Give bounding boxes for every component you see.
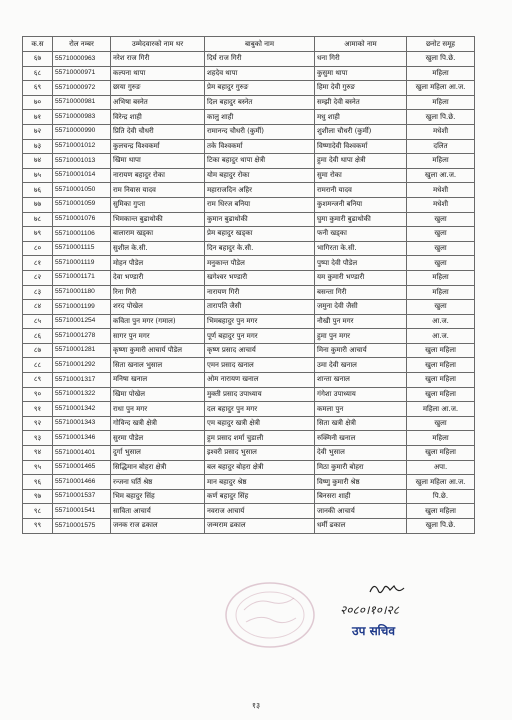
table-row: [23, 489, 475, 504]
row-selection-group: खुला: [407, 227, 475, 242]
row-serial: ९१: [23, 402, 53, 417]
row-serial: ८०: [23, 241, 53, 256]
row-selection-group: खुला महिला: [407, 387, 475, 402]
row-mother-name: रुक्मिनी खनाल: [315, 431, 407, 446]
signatory-designation: उप सचिव: [352, 624, 396, 638]
row-selection-group: खुला आ.ज.: [407, 168, 475, 183]
row-serial: ८२: [23, 270, 53, 285]
table-row: [23, 416, 475, 431]
header-mother-name: आमाको नाम: [315, 37, 407, 52]
row-serial: ८७: [23, 343, 53, 358]
table-row: [23, 66, 475, 81]
row-selection-group: खुला महिला: [407, 343, 475, 358]
row-candidate-name: सुशील के.सी.: [111, 241, 205, 256]
table-row: [23, 212, 475, 227]
row-candidate-name: राधा पुन मगर: [111, 402, 205, 417]
row-father-name: भिमबहादुर पुन मगर: [205, 314, 315, 329]
row-serial: ९४: [23, 446, 53, 461]
row-selection-group: खुला: [407, 256, 475, 271]
row-father-name: हुम प्रसाद शर्मा चुडाली: [205, 431, 315, 446]
row-selection-group: महिला: [407, 270, 475, 285]
row-father-name: तके विश्वकर्मा: [205, 139, 315, 154]
row-selection-group: मधेशी: [407, 197, 475, 212]
row-roll-number: 55710001342: [53, 402, 111, 417]
row-roll-number: 55710001401: [53, 446, 111, 461]
row-serial: ६९: [23, 81, 53, 96]
row-mother-name: फनी खड्का: [315, 227, 407, 242]
row-mother-name: रामरानी यादव: [315, 183, 407, 198]
row-serial: ७४: [23, 154, 53, 169]
row-selection-group: दलित: [407, 139, 475, 154]
row-selection-group: खुला महिला: [407, 373, 475, 388]
table-row: [23, 504, 475, 519]
row-candidate-name: अभिषा बस्नेत: [111, 95, 205, 110]
row-candidate-name: कुलचन्द्र विश्वकर्मा: [111, 139, 205, 154]
row-serial: ९७: [23, 489, 53, 504]
row-serial: ६८: [23, 66, 53, 81]
row-mother-name: गंगेशा उपाध्याय: [315, 387, 407, 402]
row-roll-number: 55710001119: [53, 256, 111, 271]
row-father-name: इश्वरी प्रसाद भुसाल: [205, 446, 315, 461]
row-roll-number: 55710001014: [53, 168, 111, 183]
row-selection-group: खुला: [407, 416, 475, 431]
row-selection-group: महिला: [407, 154, 475, 169]
row-mother-name: सुमा रोका: [315, 168, 407, 183]
row-selection-group: खुला पि.छे.: [407, 110, 475, 125]
row-roll-number: 55710001537: [53, 489, 111, 504]
row-mother-name: उमा देवी खनाल: [315, 358, 407, 373]
row-roll-number: 55710001343: [53, 416, 111, 431]
row-candidate-name: खिमा थापा: [111, 154, 205, 169]
signature-date: २०८०।१०।२८: [340, 603, 400, 617]
row-mother-name: घुमा कुमारी बुढाथोकी: [315, 212, 407, 227]
row-mother-name: कुसुमा थापा: [315, 66, 407, 81]
header-father-name: बाबुको नाम: [205, 37, 315, 52]
row-mother-name: बिनसरा शाही: [315, 489, 407, 504]
table-row: [23, 256, 475, 271]
row-serial: ८९: [23, 373, 53, 388]
row-roll-number: 55710001254: [53, 314, 111, 329]
row-mother-name: शान्ता खनाल: [315, 373, 407, 388]
row-roll-number: 55710001059: [53, 197, 111, 212]
row-roll-number: 55710001076: [53, 212, 111, 227]
row-roll-number: 55710001322: [53, 387, 111, 402]
table-row: [23, 183, 475, 198]
page-number: १३: [251, 701, 261, 710]
row-selection-group: महिला: [407, 66, 475, 81]
row-father-name: महाराजदिन अहिर: [205, 183, 315, 198]
row-mother-name: मिठा कुमारी बोहरा: [315, 460, 407, 475]
row-candidate-name: मनिषा खनाल: [111, 373, 205, 388]
row-candidate-name: कल्पना थापा: [111, 66, 205, 81]
row-mother-name: विष्णु कुमारी श्रेष्ठ: [315, 475, 407, 490]
table-row: [23, 387, 475, 402]
row-serial: ९५: [23, 460, 53, 475]
table-row: [23, 139, 475, 154]
row-serial: ९३: [23, 431, 53, 446]
row-mother-name: यम कुमारी भण्डारी: [315, 270, 407, 285]
row-mother-name: बसन्ता गिरी: [315, 285, 407, 300]
table-row: [23, 95, 475, 110]
row-father-name: जन्मराम ढकाल: [205, 519, 315, 534]
row-mother-name: हुमा पुन मगर: [315, 329, 407, 344]
row-serial: ७५: [23, 168, 53, 183]
row-selection-group: खुला पि.छे.: [407, 52, 475, 67]
row-mother-name: जमुना देवी जैसी: [315, 300, 407, 315]
row-father-name: ओम नारायण खनाल: [205, 373, 315, 388]
row-candidate-name: विरेन्द्र शाही: [111, 110, 205, 125]
row-roll-number: 55710000963: [53, 52, 111, 67]
row-selection-group: मधेशी: [407, 124, 475, 139]
row-serial: ७३: [23, 139, 53, 154]
row-father-name: योम बहादुर रोका: [205, 168, 315, 183]
row-father-name: एम बहादुर खत्री क्षेत्री: [205, 416, 315, 431]
row-serial: ७८: [23, 212, 53, 227]
row-serial: ८८: [23, 358, 53, 373]
header-candidate-name: उम्मेदवारको नाम थर: [111, 37, 205, 52]
row-roll-number: 55710001466: [53, 475, 111, 490]
row-selection-group: आ.ज.: [407, 329, 475, 344]
row-serial: ८३: [23, 285, 53, 300]
row-mother-name: पुष्पा देवी पौडेल: [315, 256, 407, 271]
row-selection-group: खुला पि.छे.: [407, 519, 475, 534]
row-father-name: नारायण गिरी: [205, 285, 315, 300]
row-serial: ६७: [23, 52, 53, 67]
row-selection-group: अपा.: [407, 460, 475, 475]
row-candidate-name: खिमा पोखेल: [111, 387, 205, 402]
row-mother-name: विष्णादेवी विश्वकर्मा: [315, 139, 407, 154]
row-candidate-name: देवा भण्डारी: [111, 270, 205, 285]
row-father-name: दिर्घ राज गिरी: [205, 52, 315, 67]
row-mother-name: शुशीला चौधरी (कुर्मी): [315, 124, 407, 139]
row-father-name: कृष्ण प्रसाद आचार्य: [205, 343, 315, 358]
table-row: [23, 124, 475, 139]
row-mother-name: सिता खत्री क्षेत्री: [315, 416, 407, 431]
row-father-name: दिन बहादुर के.सी.: [205, 241, 315, 256]
row-roll-number: 55710001278: [53, 329, 111, 344]
header-roll-number: रोल नम्बर: [53, 37, 111, 52]
row-serial: ७०: [23, 95, 53, 110]
table-row: [23, 431, 475, 446]
row-roll-number: 55710000983: [53, 110, 111, 125]
row-roll-number: 55710001199: [53, 300, 111, 315]
row-roll-number: 55710001012: [53, 139, 111, 154]
row-mother-name: कमला पुन: [315, 402, 407, 417]
table-row: [23, 446, 475, 461]
row-mother-name: मिना कुमारी आचार्य: [315, 343, 407, 358]
row-roll-number: 55710001346: [53, 431, 111, 446]
row-father-name: कुमान बुढाथोकी: [205, 212, 315, 227]
row-candidate-name: सुमिका गुप्ता: [111, 197, 205, 212]
row-candidate-name: नारायण बहादुर रोका: [111, 168, 205, 183]
row-roll-number: 55710001575: [53, 519, 111, 534]
row-father-name: मान बहादुर श्रेष्ठ: [205, 475, 315, 490]
row-father-name: दिल बहादुर बस्नेत: [205, 95, 315, 110]
row-roll-number: 55710001013: [53, 154, 111, 169]
row-candidate-name: रन्जना घर्ति श्रेष्ठ: [111, 475, 205, 490]
row-candidate-name: जनक राज ढकाल: [111, 519, 205, 534]
row-roll-number: 55710001106: [53, 227, 111, 242]
row-father-name: शहदेव थापा: [205, 66, 315, 81]
row-selection-group: मधेशी: [407, 183, 475, 198]
row-serial: ७६: [23, 183, 53, 198]
row-selection-group: खुला महिला आ.ज.: [407, 81, 475, 96]
table-row: [23, 329, 475, 344]
row-serial: ७७: [23, 197, 53, 212]
row-serial: ७९: [23, 227, 53, 242]
row-mother-name: हिमा देवी गुरुङ: [315, 81, 407, 96]
row-father-name: कालु शाही: [205, 110, 315, 125]
row-candidate-name: साविता आचार्य: [111, 504, 205, 519]
table-row: [23, 52, 475, 67]
row-candidate-name: भिमकान्त बुढाथोकी: [111, 212, 205, 227]
row-father-name: प्रेम बहादुर गुरुङ: [205, 81, 315, 96]
row-mother-name: मधु शाही: [315, 110, 407, 125]
row-mother-name: नौखी पुन मगर: [315, 314, 407, 329]
row-serial: ९६: [23, 475, 53, 490]
row-father-name: पूर्ण बहादुर पुन मगर: [205, 329, 315, 344]
row-father-name: नवराज आचार्य: [205, 504, 315, 519]
row-mother-name: सम्झी देवी बस्नेत: [315, 95, 407, 110]
row-selection-group: खुला: [407, 212, 475, 227]
row-father-name: टिका बहादुर थापा क्षेत्री: [205, 154, 315, 169]
row-mother-name: भागिरता के.सी.: [315, 241, 407, 256]
row-roll-number: 55710000990: [53, 124, 111, 139]
row-father-name: कर्ण बहादुर सिंह: [205, 489, 315, 504]
row-roll-number: 55710001115: [53, 241, 111, 256]
row-candidate-name: नरेश राज गिरी: [111, 52, 205, 67]
row-candidate-name: सिता खनाल भुसाल: [111, 358, 205, 373]
row-candidate-name: प्रिति देवी चौधरी: [111, 124, 205, 139]
row-serial: ९९: [23, 519, 53, 534]
row-mother-name: देवी भुसाल: [315, 446, 407, 461]
row-candidate-name: कृष्णा कुमारी आचार्य पौडेल: [111, 343, 205, 358]
row-serial: ८६: [23, 329, 53, 344]
row-mother-name: धना गिरी: [315, 52, 407, 67]
row-selection-group: महिला आ.ज.: [407, 402, 475, 417]
row-candidate-name: सुरमा पौडेल: [111, 431, 205, 446]
table-row: [23, 475, 475, 490]
row-serial: ८५: [23, 314, 53, 329]
row-candidate-name: राम निवास यादव: [111, 183, 205, 198]
table-row: [23, 402, 475, 417]
row-selection-group: खुला महिला आ.ज.: [407, 475, 475, 490]
row-selection-group: महिला: [407, 285, 475, 300]
row-serial: ९८: [23, 504, 53, 519]
row-roll-number: 55710000981: [53, 95, 111, 110]
row-selection-group: खुला महिला: [407, 504, 475, 519]
row-selection-group: आ.ज.: [407, 314, 475, 329]
row-roll-number: 55710001292: [53, 358, 111, 373]
row-candidate-name: सिद्धिमान बोहरा क्षेत्री: [111, 460, 205, 475]
row-serial: ९२: [23, 416, 53, 431]
table-row: [23, 460, 475, 475]
row-candidate-name: बालाराम खड्का: [111, 227, 205, 242]
row-father-name: रामानन्द चौधरी (कुर्मी): [205, 124, 315, 139]
row-candidate-name: मोहन पौडेल: [111, 256, 205, 271]
table-row: [23, 154, 475, 169]
row-candidate-name: शरद पोखेल: [111, 300, 205, 315]
table-row: [23, 358, 475, 373]
row-roll-number: 55710000971: [53, 66, 111, 81]
row-father-name: प्रेम बहादुर खड्का: [205, 227, 315, 242]
candidate-table: [22, 36, 475, 534]
table-row: [23, 81, 475, 96]
row-candidate-name: सागर पुन मगर: [111, 329, 205, 344]
row-serial: ८४: [23, 300, 53, 315]
row-selection-group: खुला महिला: [407, 358, 475, 373]
row-serial: ८१: [23, 256, 53, 271]
table-row: [23, 373, 475, 388]
row-selection-group: पि.छे.: [407, 489, 475, 504]
row-selection-group: महिला: [407, 431, 475, 446]
row-roll-number: 55710001050: [53, 183, 111, 198]
row-roll-number: 55710001541: [53, 504, 111, 519]
row-father-name: खगेश्वर भण्डारी: [205, 270, 315, 285]
row-selection-group: खुला: [407, 300, 475, 315]
table-row: [23, 227, 475, 242]
row-candidate-name: रिना गिरी: [111, 285, 205, 300]
row-roll-number: 55710001171: [53, 270, 111, 285]
row-father-name: एमन प्रसाद खनाल: [205, 358, 315, 373]
row-selection-group: खुला महिला: [407, 446, 475, 461]
row-candidate-name: छाया गुरुङ: [111, 81, 205, 96]
table-row: [23, 314, 475, 329]
row-roll-number: 55710001180: [53, 285, 111, 300]
table-row: [23, 241, 475, 256]
table-row: [23, 343, 475, 358]
row-roll-number: 55710001465: [53, 460, 111, 475]
row-mother-name: धर्मी ढकाल: [315, 519, 407, 534]
row-selection-group: महिला: [407, 95, 475, 110]
table-row: [23, 270, 475, 285]
row-serial: ७१: [23, 110, 53, 125]
header-serial: क.स: [23, 37, 53, 52]
office-seal-stamp: [222, 580, 318, 650]
table-row: [23, 168, 475, 183]
row-candidate-name: गोविन्द खत्री क्षेत्री: [111, 416, 205, 431]
table-row: [23, 519, 475, 534]
row-mother-name: जानकी आचार्य: [315, 504, 407, 519]
row-mother-name: कुशमन्जनी बनिया: [315, 197, 407, 212]
row-father-name: राम धिरज बनिया: [205, 197, 315, 212]
table-row: [23, 197, 475, 212]
row-serial: ९०: [23, 387, 53, 402]
table-row: [23, 285, 475, 300]
row-serial: ७२: [23, 124, 53, 139]
table-row: [23, 300, 475, 315]
row-mother-name: हुमा देवी थापा क्षेत्री: [315, 154, 407, 169]
table-row: [23, 110, 475, 125]
row-roll-number: 55710001281: [53, 343, 111, 358]
row-roll-number: 55710000972: [53, 81, 111, 96]
row-candidate-name: भिम बहादुर सिंह: [111, 489, 205, 504]
table-header-row: [23, 37, 475, 52]
row-candidate-name: कविता पुन मगर (गमाल): [111, 314, 205, 329]
header-selection-group: छनोट समूह: [407, 37, 475, 52]
row-father-name: मनुकान्त पौडेल: [205, 256, 315, 271]
row-candidate-name: दुर्गा भुसाल: [111, 446, 205, 461]
row-selection-group: खुला: [407, 241, 475, 256]
row-roll-number: 55710001317: [53, 373, 111, 388]
row-father-name: दल बहादुर पुन मगर: [205, 402, 315, 417]
row-father-name: तारापति जैसी: [205, 300, 315, 315]
row-father-name: बल बहादुर बोहरा क्षेत्री: [205, 460, 315, 475]
row-father-name: मुक्ती प्रसाद उपाध्याय: [205, 387, 315, 402]
handwritten-signature: [368, 580, 408, 598]
